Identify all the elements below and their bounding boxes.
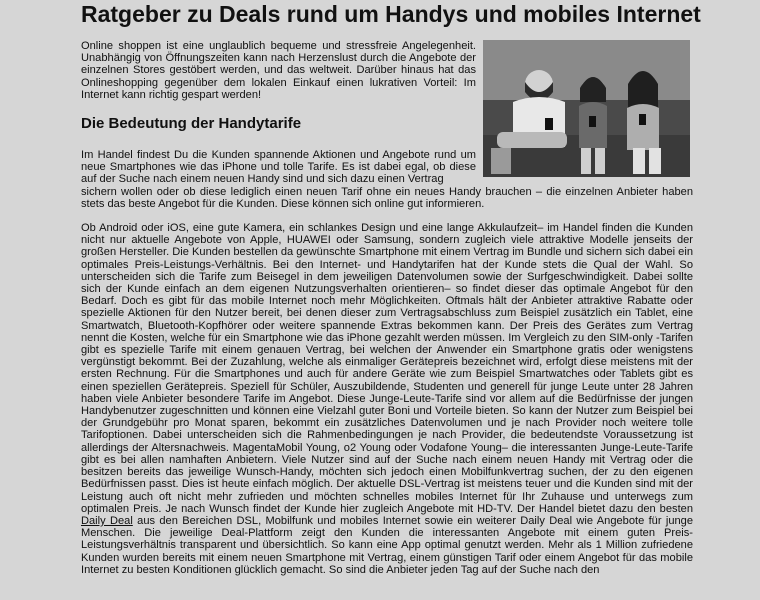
main-paragraph — [81, 222, 693, 576]
family-phones-photo — [483, 40, 690, 177]
main-paragraph-end: aus den Bereichen DSL, Mobilfunk und mobiles Internet sowie ein weiterer Daily Deal wie Angebote für junge Menschen. Die jeweilige Deal-Plattform zeigt den Kunden die interessanten Angebote mit einem guten Preis-Leistungsverhältnis transparent und übersichtlich. So kann eine App optimal genutzt werden. Mehr als 1 Million zufriedene Kunden wurden bereits mit einem neuen Smartphone mit Vertrag, einem günstigen Tarif oder einem Angebot für das mobile Internet zu besten Konditionen glücklich gemacht. So sind die Anbieter jeden Tag auf der Suche nach den — [81, 514, 693, 576]
tariff-paragraph-start: Im Handel findest Du die Kunden spannende Aktionen und Angebote rund um neue Smartphones wie das iPhone und tolle Tarife. Es ist dabei egal, ob diese auf der Suche nach einem neuen Handy sind und sich dazu einen Vertrag — [81, 149, 476, 186]
section-heading: Die Bedeutung der Handytarife — [81, 115, 302, 133]
page-title: Ratgeber zu Deals rund um Handys und mobiles Internet — [81, 1, 701, 27]
main-paragraph-start: Ob Android oder iOS, eine gute Kamera, ein schlankes Design und eine lange Akkulaufzeit– im Handel finden die Kunden nicht nur aktuelle Angebote von Apple, HUAWEI oder Samsung, sondern zugleich viele attraktive Modelle jenseits der großen Hersteller. Die Kunden bestellen da gewünschte Smartphone mit einem Vertrag im Bundle und sichern sich dabei ein optimales Preis-Leistungs-Verhältnis. Bei den Internet- und Handytarifen hat der Kunde stets die Qual der Wahl. So unterscheiden sich die Tarife zum Beisegel in dem jeweiligen Datenvolumen sowie der Surfgeschwindigkeit. Dabei sollte sich der Kunde einfach an dem eigenen Nutzungsverhalten orientieren– so findet dieser das optimale Angebot für den Bedarf. Doch es gibt für das mobile Internet noch mehr Möglichkeiten. Oftmals hält der Anbieter attraktive Rabatte oder spezielle Aktionen für den Nutzer bereit, bei denen dieser zum Vertragsabschluss zum Beispiel zusätzlich ein Tablet, eine Smartwatch, Bluetooth-Kopfhörer oder weitere spannende Extras bekommen kann. Der Preis des Gerätes zum Vertrag nennt die Kosten, welche für ein Smartphone wie das iPhone gezahlt werden müssen. Im Vergleich zu den SIM-only -Tarifen gibt es spezielle Tarife mit einem genauen Vertrag, bei welchen der Anwender ein Smartphone gratis oder wenigstens vergünstigt bekommt. Bei der Zuzahlung, welche als einmaliger Gerätepreis bezeichnet wird, erfolgt diese meistens mit der ersten Rechnung. Für die Smartphones und auch für andere Geräte wie zum Beispiel Smartwatches oder Tablets gibt es einen speziellen Gerätepreis. Speziell für Schüler, Auszubildende, Studenten und generell für junge Leute unter 28 Jahren haben viele Anbieter besondere Tarife im Angebot. Diese Junge-Leute-Tarife sind vor allem auf die Bedürfnisse der jungen Handybenutzer zugeschnitten und können eine Vielzahl guter Boni und Vorteile bieten. So kann der Nutzer zum Beispiel bei der Grundgebühr pro Monat sparen, bekommt ein zusätzliches Datenvolumen und je nach Provider noch weitere tolle Tarifoptionen. Dabei unterscheiden sich die Rahmenbedingungen je nach Provider, die bedeutendste Voraussetzung ist allerdings der Altersnachweis. MagentaMobil Young, o2 Young oder Vodafone Young– die interessanten Junge-Leute-Tarife gibt es bei allen namhaften Anbietern. Viele Nutzer sind auf der Suche nach einem neuen Handy mit Vertrag oder die besitzen bereits das jeweilige Wunsch-Handy, möchten sich jedoch einen Mobilfunkvertrag suchen, der zu den eigenen Bedürfnissen passt. Dies ist heute einfach möglich. Der aktuelle DSL-Vertrag ist meistens teuer und die Kunden sind mit der Leistung auch oft nicht mehr zufrieden und möchten schnelles mobiles Internet für Ihr Zuhause und unterwegs zum optimalen Preis. Je nach Wunsch findet der Kunde hier zugleich Angebote mit HD-TV. Der Handel bietet dazu den besten — [81, 222, 693, 515]
tariff-paragraph-end: sichern wollen oder ob diese lediglich einen neuen Tarif ohne ein neues Handy brauchen – die einzelnen Anbieter haben stets das beste Angebot für die Kunden. Diese können sich online gut informieren. — [81, 185, 693, 210]
intro-section — [81, 40, 693, 576]
intro-paragraph: Online shoppen ist eine unglaublich bequeme und stressfreie Angelegenheit. Unabhängig von Öffnungszeiten kann nach Herzenslust durch die Angebote der einzelnen Stores gestöbert werden, und das weltweit. Darüber hinaus hat das Onlineshopping gegenüber dem lokalen Einkauf einen lukrativen Vorteil: Im Internet kann richtig gespart werden! — [81, 40, 476, 101]
article — [81, 0, 701, 576]
daily-deal-link[interactable]: Daily Deal — [81, 514, 133, 527]
